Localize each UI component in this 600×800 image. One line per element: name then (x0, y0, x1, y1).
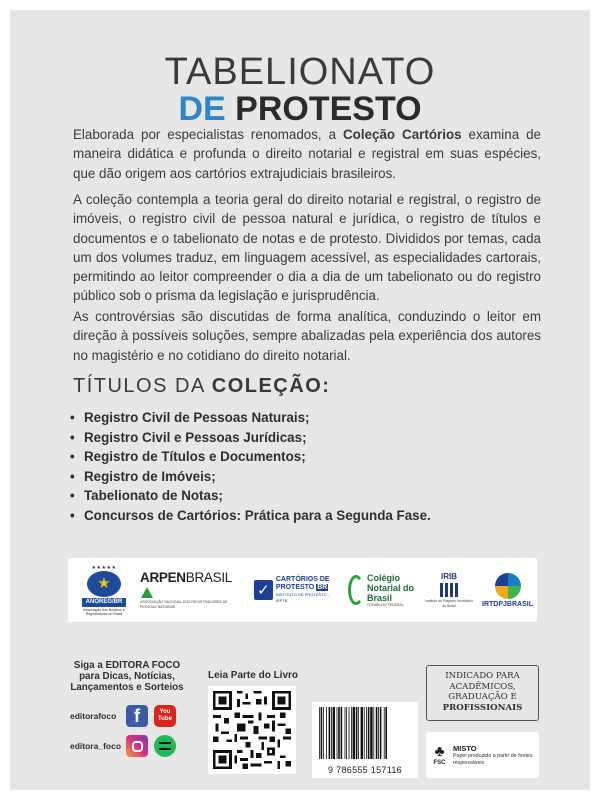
fsc-tree-icon: ♣ (434, 743, 445, 760)
list-item: • Registro Civil e Pessoas Jurídicas; (70, 428, 431, 448)
social-row-instagram (70, 735, 182, 757)
title-line-2 (10, 90, 590, 128)
fsc-mark: FSC (433, 760, 446, 766)
description-text: Elaborada por especialistas renomados, a (73, 127, 343, 142)
colegio-line3: Brasil (367, 593, 393, 603)
partner-logos-band (68, 558, 537, 622)
arpen-name (140, 570, 242, 600)
qr-code[interactable] (208, 686, 296, 774)
stars-icon: ★★★★★ (91, 564, 117, 571)
collection-heading-bold: COLEÇÃO: (211, 375, 331, 397)
irtdpj-logo (480, 558, 535, 622)
columns-icon (440, 583, 458, 597)
anoreg-logo (78, 558, 130, 622)
description-paragraph-3: As controvérsias são discutidas de forma analítica, conduzindo o leitor em direção à possíveis soluções, sempre abalizadas pela experiência dos autores no magistério e no cotidiano do direito notarial. (73, 309, 541, 363)
social-row-facebook (70, 705, 182, 727)
collection-heading (73, 375, 330, 398)
arpen-name-rest: BRASIL (185, 570, 232, 585)
sphere-icon (495, 573, 521, 599)
audience-line-3: GRADUAÇÃO E (448, 692, 517, 703)
audience-line-1: INDICADO PARA (445, 671, 520, 681)
barcode-bars (317, 707, 413, 759)
irib-subtitle: Instituto de Registro Imobiliário do Brasil (424, 599, 474, 608)
book-back-cover (10, 10, 590, 790)
arpen-subtitle: ASSOCIAÇÃO NACIONAL DOS REGISTRADORES DE PESSOAS NATURAIS (140, 600, 228, 609)
collection-heading-regular: TÍTULOS DA (73, 375, 212, 397)
title-main: PROTESTO (235, 90, 422, 128)
list-item: • Tabelionato de Notas; (70, 486, 431, 506)
audience-line-4: PROFISSIONAIS (442, 702, 523, 713)
cartorios-protesto: PROTESTO (275, 584, 315, 591)
irib-logo (423, 558, 475, 622)
youtube-icon[interactable]: You Tube (154, 705, 176, 727)
fsc-title: MISTO (453, 744, 477, 754)
list-item: • Registro de Imóveis; (70, 467, 431, 487)
title-accent: DE (178, 90, 226, 128)
irib-name: IRIB (441, 572, 457, 581)
collection-name: Coleção Cartórios (343, 127, 462, 142)
cartorios-protesto-logo (254, 558, 338, 622)
arpen-name-bold: ARPEN (140, 570, 186, 585)
list-item: • Registro Civil de Pessoas Naturais; (70, 408, 431, 428)
anoreg-subtitle: Associação dos Notários e Registradores do Brasil (83, 607, 125, 616)
triangle-icon (141, 587, 153, 598)
instagram-icon[interactable] (126, 735, 148, 757)
audience-line-2: ACADÊMICOS, (449, 681, 516, 692)
qr-label: Leia Parte do Livro (208, 670, 299, 681)
anoreg-name: ANOREG/BR (82, 598, 127, 607)
irtdpj-name: IRTDPJBRASIL (482, 600, 533, 608)
br-badge: BR (317, 584, 328, 591)
checkmark-icon: ✓ (254, 580, 273, 600)
colegio-line2: Notarial do (367, 583, 415, 593)
facebook-handle: editorafoco (70, 711, 117, 721)
cartorios-line2 (276, 584, 338, 592)
cartorios-line3: INSTITUTO DE PROTESTO - IEPTB (275, 592, 330, 603)
arpen-brasil-logo (140, 558, 242, 622)
cartorios-line1: CARTÓRIOS DE (275, 576, 330, 583)
description-paragraph-1 (73, 125, 541, 183)
swirl-icon (348, 575, 364, 605)
isbn-barcode (312, 702, 418, 778)
collection-titles-list (70, 408, 431, 526)
colegio-line1: Colégio (367, 573, 400, 583)
list-item: • Registro de Títulos e Documentos; (70, 447, 431, 467)
fsc-label (426, 732, 539, 778)
fsc-description: Papel produzido a partir de fontes responsáveis (453, 753, 533, 766)
facebook-icon[interactable]: f (126, 705, 148, 727)
globe-star-icon: ★ (87, 571, 121, 597)
follow-us-text: Siga a EDITORA FOCO para Dicas, Notícias, Lançamentos e Sorteios (70, 660, 184, 693)
description-paragraph-2: A coleção contempla a teoria geral do direito notarial e registral, o registro de imóveis, o registro civil de pessoa natural e jurídica, o registro de títulos e documentos e o tabelionato de notas e de protesto. Divididos por temas, cada um dos volumes traduz, em linguagem acessível, as especialidades cartorais, permitindo ao leitor compreender o dia a dia de um tabelionato ou do registro público sob o prisma da legislação e jurisprudência. (73, 192, 541, 304)
instagram-handle: editora_foco (70, 741, 122, 751)
colegio-subtitle: CONSELHO FEDERAL (367, 603, 404, 607)
title-line-1: TABELIONATO (164, 51, 436, 93)
colegio-notarial-logo (348, 558, 418, 622)
spotify-icon[interactable] (154, 735, 176, 757)
barcode-number: 9 786555 157116 (328, 765, 402, 775)
audience-box (426, 665, 539, 721)
description-text: examina de maneira didática e profunda o direito notarial e registral em suas espécies, que dão origem aos cartórios extrajudiciais brasileiros. (73, 127, 541, 181)
list-item: • Concursos de Cartórios: Prática para a Segunda Fase. (70, 506, 431, 526)
